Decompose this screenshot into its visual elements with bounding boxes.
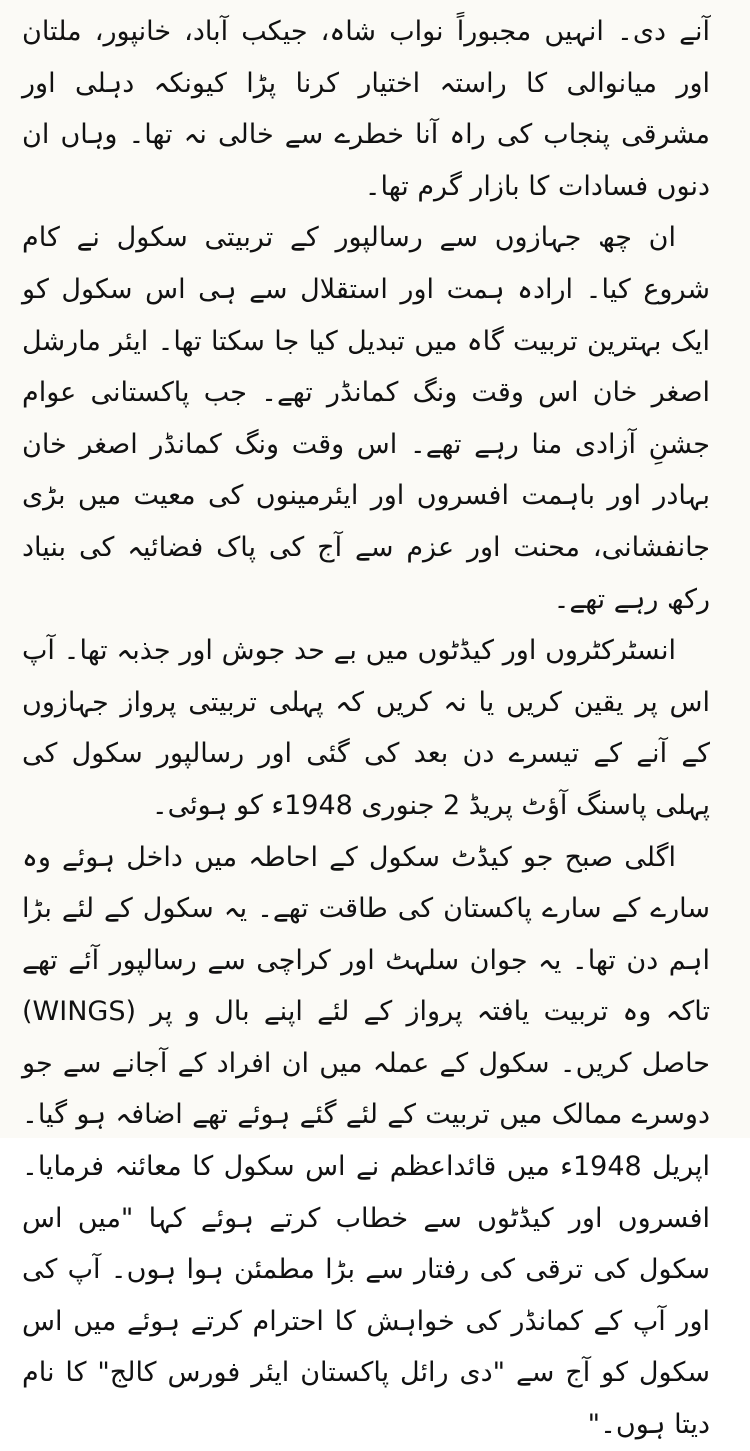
paragraph-4: [22, 832, 710, 1451]
paragraph-3: [22, 625, 710, 831]
paragraph-1-text: آنے دی۔ انہیں مجبوراً نواب شاہ، جیکب آباد، خانپور، ملتان اور میانوالی کا راستہ اختیار کرنا پڑا کیونکہ دہلی اور مشرقی پنجاب کی راہ آنا خطرے سے خالی نہ تھا۔ وہاں ان دنوں فسادات کا بازار گرم تھا۔: [22, 16, 710, 202]
page-body-text: [22, 6, 710, 1451]
paragraph-4-text: اگلی صبح جو کیڈٹ سکول کے احاطہ میں داخل ہوئے وہ سارے کے سارے پاکستان کی طاقت تھے۔ یہ سکول کے لئے بڑا اہم دن تھا۔ یہ جوان سلہٹ اور کراچی سے رسالپور آئے تھے تاکہ وہ تربیت یافتہ پرواز کے لئے اپنے بال و پر (WINGS) حاصل کریں۔ سکول کے عملہ میں ان افراد کے آجانے سے جو دوسرے ممالک میں تربیت کے لئے گئے ہوئے تھے اضافہ ہو گیا۔ اپریل 1948ء میں قائداعظم نے اس سکول کا معائنہ فرمایا۔ افسروں اور کیڈٹوں سے خطاب کرتے ہوئے کہا "میں اس سکول کی ترقی کی رفتار سے بڑا مطمئن ہوا ہوں۔ آپ کی اور آپ کے کمانڈر کی خواہش کا احترام کرتے ہوئے میں اس سکول کو آج سے "دی رائل پاکستان ایئر فورس کالج" کا نام دیتا ہوں۔": [22, 841, 710, 1441]
paragraph-2-text: ان چھ جہازوں سے رسالپور کے تربیتی سکول نے کام شروع کیا۔ ارادہ ہمت اور استقلال سے ہی اس سکول کو ایک بہترین تربیت گاہ میں تبدیل کیا جا سکتا تھا۔ ایئر مارشل اصغر خان اس وقت ونگ کمانڈر تھے۔ جب پاکستانی عوام جشنِ آزادی منا رہے تھے۔ اس وقت ونگ کمانڈر اصغر خان بہادر اور باہمت افسروں اور ایئرمینوں کی معیت میں بڑی جانفشانی، محنت اور عزم سے آج کی پاک فضائیہ کی بنیاد رکھ رہے تھے۔: [22, 222, 710, 615]
paragraph-1: [22, 6, 710, 212]
paragraph-2: [22, 212, 710, 625]
paragraph-3-text: انسٹرکٹروں اور کیڈٹوں میں بے حد جوش اور جذبہ تھا۔ آپ اس پر یقین کریں یا نہ کریں کہ پہلی تربیتی پرواز جہازوں کے آنے کے تیسرے دن بعد کی گئی اور رسالپور سکول کی پہلی پاسنگ آؤٹ پریڈ 2 جنوری 1948ء کو ہوئی۔: [22, 635, 710, 821]
